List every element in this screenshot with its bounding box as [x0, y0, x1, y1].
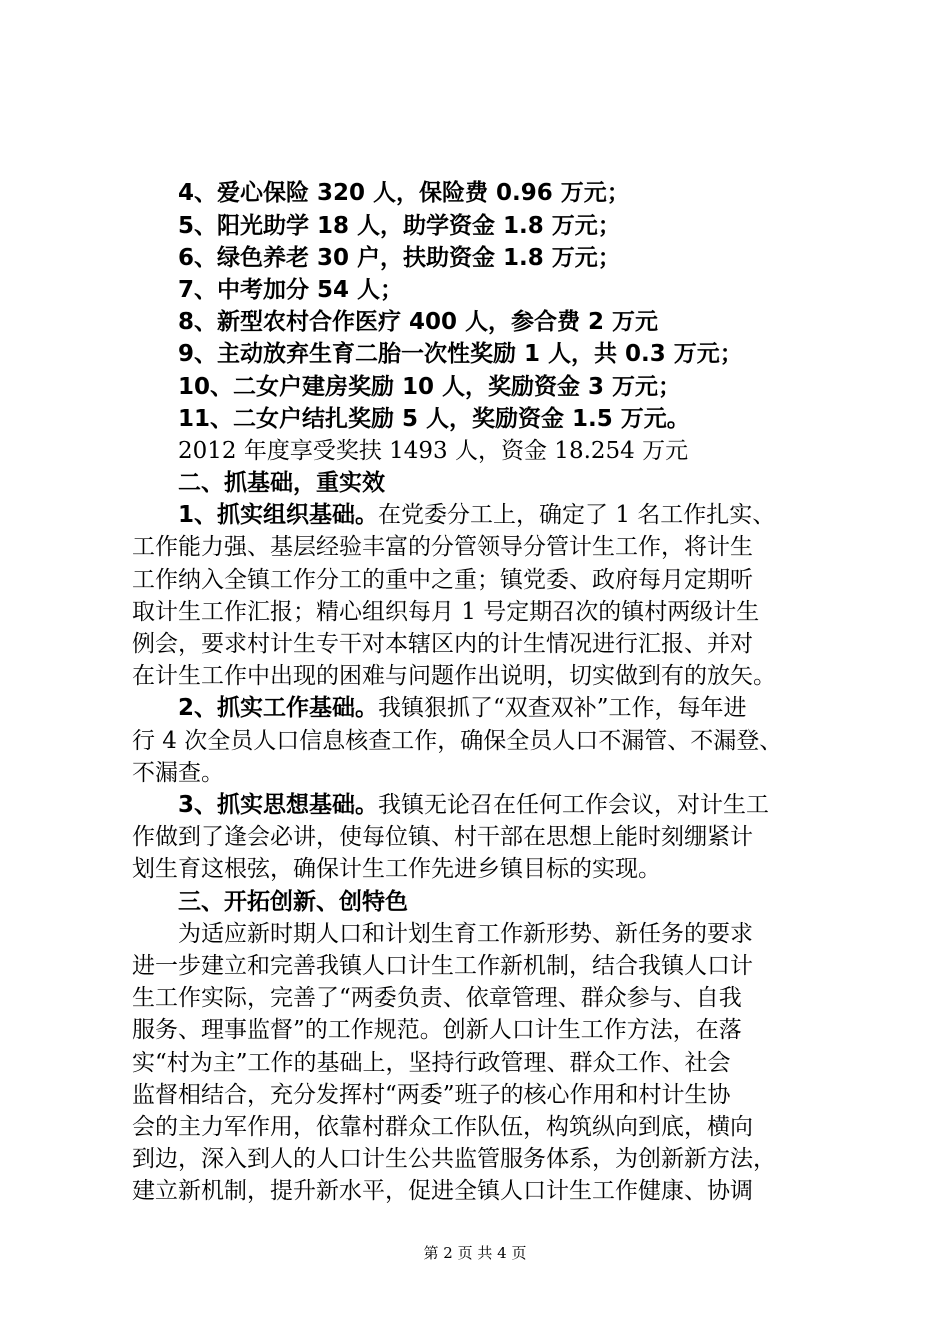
paragraph-line: 进一步建立和完善我镇人口计生工作新机制，结合我镇人口计	[132, 953, 753, 979]
paragraph-title: 1、抓实组织基础。	[178, 502, 379, 528]
list-item-10: 10、二女户建房奖励 10 人，奖励资金 3 万元；	[178, 374, 682, 400]
paragraph-text: 在党委分工上，确定了 1 名工作扎实、	[378, 502, 776, 528]
paragraph-line: 取计生工作汇报；精心组织每月 1 号定期召次的镇村两级计生	[132, 599, 760, 625]
paragraph-title: 3、抓实思想基础。	[178, 792, 379, 818]
paragraph-line: 服务、理事监督”的工作规范。创新人口计生工作方法，在落	[132, 1017, 742, 1043]
paragraph-line: 行 4 次全员人口信息核查工作，确保全员人口不漏管、不漏登、	[132, 728, 783, 754]
list-item-7: 7、中考加分 54 人；	[178, 277, 404, 303]
section3-heading: 三、开拓创新、创特色	[178, 889, 408, 915]
paragraph-line: 作做到了逢会必讲，使每位镇、村干部在思想上能时刻绷紧计	[132, 824, 753, 850]
section2-heading: 二、抓基础，重实效	[178, 470, 385, 496]
paragraph-line: 在计生工作中出现的困难与问题作出说明，切实做到有的放矢。	[132, 663, 776, 689]
summary-line: 2012 年度享受奖扶 1493 人，资金 18.254 万元	[178, 438, 689, 464]
paragraph-line: 实“村为主”工作的基础上，坚持行政管理、群众工作、社会	[132, 1050, 731, 1076]
paragraph-line: 建立新机制，提升新水平，促进全镇人口计生工作健康、协调	[132, 1178, 753, 1204]
list-item-9: 9、主动放弃生育二胎一次性奖励 1 人，共 0.3 万元；	[178, 341, 743, 367]
paragraph-line: 到边，深入到人的人口计生公共监管服务体系，为创新新方法，	[132, 1146, 776, 1172]
paragraph-text: 我镇无论召在任何工作会议，对计生工	[378, 792, 770, 818]
paragraph-line: 划生育这根弦，确保计生工作先进乡镇目标的实现。	[132, 856, 661, 882]
list-item-8: 8、新型农村合作医疗 400 人，参合费 2 万元	[178, 309, 659, 335]
paragraph-line: 不漏查。	[132, 760, 224, 786]
paragraph-line: 工作纳入全镇工作分工的重中之重；镇党委、政府每月定期听	[132, 567, 753, 593]
paragraph-line	[178, 790, 832, 820]
paragraph-line	[178, 693, 832, 723]
list-item-11: 11、二女户结扎奖励 5 人，奖励资金 1.5 万元。	[178, 406, 690, 432]
paragraph-line: 会的主力军作用，依靠村群众工作队伍，构筑纵向到底，横向	[132, 1114, 753, 1140]
paragraph-text: 我镇狠抓了“双查双补”工作，每年进	[378, 695, 747, 721]
list-item-5: 5、阳光助学 18 人，助学资金 1.8 万元；	[178, 213, 621, 239]
paragraph-line	[178, 500, 832, 530]
paragraph-title: 2、抓实工作基础。	[178, 695, 379, 721]
paragraph-line: 工作能力强、基层经验丰富的分管领导分管计生工作，将计生	[132, 534, 753, 560]
list-item-6: 6、绿色养老 30 户，扶助资金 1.8 万元；	[178, 245, 621, 271]
list-item-4: 4、爱心保险 320 人，保险费 0.96 万元；	[178, 180, 630, 206]
paragraph-line: 监督相结合，充分发挥村“两委”班子的核心作用和村计生协	[132, 1082, 731, 1108]
paragraph-line: 为适应新时期人口和计划生育工作新形势、新任务的要求	[178, 921, 753, 947]
page-footer: 第 2 页 共 4 页	[423, 1244, 527, 1262]
paragraph-line: 例会，要求村计生专干对本辖区内的计生情况进行汇报、并对	[132, 631, 753, 657]
paragraph-line: 生工作实际，完善了“两委负责、依章管理、群众参与、自我	[132, 985, 742, 1011]
